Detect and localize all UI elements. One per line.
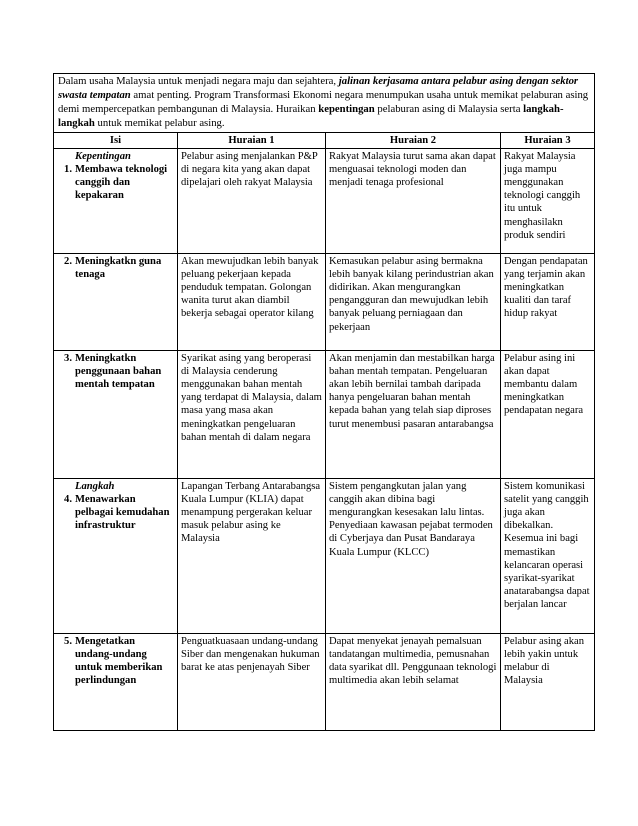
intro-row: [54, 74, 595, 133]
row-number: 3.: [64, 352, 72, 364]
header-isi: Isi: [54, 132, 178, 148]
huraian-3-cell: Pelabur asing ini akan dapat membantu dalam meningkatkan pendapatan negara: [501, 350, 595, 478]
isi-cell: [54, 350, 178, 478]
huraian-3-cell: Dengan pendapatan yang terjamin akan meningkatkan kualiti dan taraf hidup rakyat: [501, 253, 595, 350]
huraian-2-cell: Dapat menyekat jenayah pemalsuan tandatangan multimedia, pemusnahan data syarikat dll. Penggunaan teknologi multimedia akan lebih selamat: [326, 633, 501, 730]
isi-cell: [54, 633, 178, 730]
huraian-3-cell: Rakyat Malaysia juga mampu menggunakan teknologi canggih itu untuk menghasilakn produk sendiri: [501, 148, 595, 253]
isi-text: Meningkatkn guna tenaga: [75, 255, 162, 280]
table-row: [54, 148, 595, 253]
header-huraian-3: Huraian 3: [501, 132, 595, 148]
huraian-2-cell: Kemasukan pelabur asing bermakna lebih banyak kilang perindustrian akan didirikan. Akan mengurangkan pengangguran dan mewujudkan lebih banyak peluang perniagaan dan pekerjaan: [326, 253, 501, 350]
huraian-1-cell: Akan mewujudkan lebih banyak peluang pekerjaan kepada penduduk tempatan. Golongan wanita turut akan diambil bekerja sebagai operator kilang: [178, 253, 326, 350]
huraian-3-cell: Sistem komunikasi satelit yang canggih juga akan dibekalkan. Kesemua ini bagi memastikan kelancaran operasi syarikat-syarikat anatarabangsa dapat berjalan lancar: [501, 478, 595, 633]
row-number: 5.: [64, 635, 72, 647]
huraian-1-cell: Pelabur asing menjalankan P&P di negara kita yang akan dapat dipelajari oleh rakyat Malaysia: [178, 148, 326, 253]
intro-bold-1: jalinan kerjasama antara pelabur asing dengan sektor swasta tempatan: [58, 75, 579, 101]
huraian-2-cell: Rakyat Malaysia turut sama akan dapat menguasai teknologi moden dan menjadi tenaga profesional: [326, 148, 501, 253]
intro-text-4: untuk memikat pelabur asing.: [97, 116, 225, 129]
huraian-1-cell: Lapangan Terbang Antarabangsa Kuala Lumpur (KLIA) dapat menampung pergerakan keluar masuk pelabur asing ke Malaysia: [178, 478, 326, 633]
isi-text: Meningkatkn penggunaan bahan mentah tempatan: [75, 352, 162, 391]
header-huraian-1: Huraian 1: [178, 132, 326, 148]
row-number: 4.: [64, 493, 72, 505]
intro-text-3: pelaburan asing di Malaysia serta: [377, 102, 521, 115]
intro-text-1: Dalam usaha Malaysia untuk menjadi negara maju dan sejahtera,: [58, 75, 337, 87]
essay-table: [53, 73, 595, 731]
table-row: [54, 633, 595, 730]
isi-text: Membawa teknologi canggih dan kepakaran: [75, 163, 168, 202]
document-page: [53, 73, 594, 731]
intro-bold-2: kepentingan: [318, 102, 375, 115]
table-row: [54, 350, 595, 478]
isi-cell: [54, 253, 178, 350]
huraian-3-cell: Pelabur asing akan lebih yakin untuk melabur di Malaysia: [501, 633, 595, 730]
header-huraian-2: Huraian 2: [326, 132, 501, 148]
intro-text-2: amat penting. Program Transformasi Ekonomi negara menumpukan usaha untuk memikat pelaburan asing demi mempercepatkan pembangunan di Malaysia. Huraikan: [58, 88, 589, 115]
huraian-1-cell: Syarikat asing yang beroperasi di Malaysia cenderung menggunakan bahan mentah yang terdapat di Malaysia, dalam masa yang masa akan meningkatkan pengeluaran bahan mentah di dalam negara: [178, 350, 326, 478]
table-row: [54, 253, 595, 350]
isi-cell: [54, 478, 178, 633]
header-row: [54, 132, 595, 148]
isi-text: Mengetatkan undang-undang untuk memberikan perlindungan: [75, 635, 163, 687]
huraian-1-cell: Penguatkuasaan undang-undang Siber dan mengenakan hukuman barat ke atas penjenayah Siber: [178, 633, 326, 730]
table-row: [54, 478, 595, 633]
section-tag: Langkah: [75, 480, 115, 492]
isi-cell: [54, 148, 178, 253]
row-number: 2.: [64, 255, 72, 267]
intro-paragraph: [54, 74, 595, 133]
section-tag: Kepentingan: [75, 150, 131, 162]
huraian-2-cell: Akan menjamin dan mestabilkan harga bahan mentah tempatan. Pengeluaran akan lebih bernilai tambah daripada hanya pengeluaran bahan mentah kepada bahan yang telah siap diproses turut menembusi pasaran antarabangsa: [326, 350, 501, 478]
intro-bold-3: langkah-langkah: [58, 102, 564, 129]
isi-text: Menawarkan pelbagai kemudahan infrastruktur: [75, 493, 170, 532]
row-number: 1.: [64, 163, 72, 175]
huraian-2-cell: Sistem pengangkutan jalan yang canggih akan dibina bagi mengurangkan kesesakan lalu lintas. Penyediaan kawasan pejabat termoden di Cyberjaya dan Pusat Bandaraya Kuala Lumpur (KLCC): [326, 478, 501, 633]
